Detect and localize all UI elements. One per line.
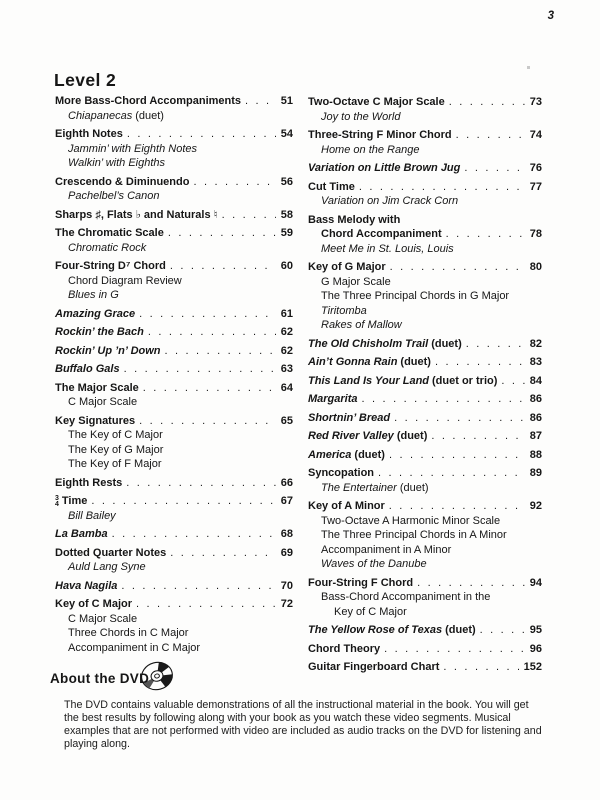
- toc-entry: [55, 208, 293, 223]
- dot-leader: [466, 337, 525, 352]
- toc-sub-text: Bill Bailey: [68, 509, 116, 522]
- toc-sub-item: [308, 481, 542, 496]
- toc-entry-page: 92: [529, 500, 542, 512]
- toc-entry-page: 58: [280, 208, 293, 221]
- dot-leader: [384, 642, 525, 657]
- toc-entry: [55, 307, 293, 322]
- toc-entry-page: 152: [523, 661, 542, 673]
- toc-entry-title: The Old Chisholm Trail: [308, 337, 429, 350]
- dot-leader: [394, 411, 525, 426]
- toc-sub-text: Bass-Chord Accompaniment in the: [321, 591, 491, 603]
- toc-entry-suffix: (duet or trio): [432, 374, 498, 387]
- toc-entry-row: [55, 226, 293, 241]
- toc-entry-title: Dotted Quarter Notes: [55, 546, 167, 559]
- toc-entry-row: [55, 579, 293, 594]
- toc-entry: [308, 128, 542, 157]
- dot-leader: [193, 175, 275, 190]
- toc-entry-row: [308, 466, 542, 481]
- toc-entry-title: Key of G Major: [308, 261, 386, 273]
- toc-sub-item: [55, 156, 293, 171]
- toc-entry-row: [308, 95, 542, 110]
- toc-entry-row: [308, 429, 542, 444]
- toc-entry-title: La Bamba: [55, 528, 108, 540]
- toc-sub-item: [55, 509, 293, 524]
- toc-sub-text: Two-Octave A Harmonic Minor Scale: [321, 514, 501, 527]
- toc-entry: [308, 499, 542, 572]
- toc-entry-page: 96: [529, 642, 542, 655]
- dot-leader: [431, 429, 524, 444]
- toc-entry-title: America: [308, 448, 352, 461]
- toc-sub-text: Auld Lang Syne: [68, 561, 146, 573]
- toc-entry-title: Red River Valley: [308, 430, 394, 442]
- toc-entry-row: [55, 381, 293, 396]
- toc-sub-item: [55, 641, 293, 656]
- toc-sub-text: C Major Scale: [68, 396, 138, 408]
- toc-entry-page: 73: [529, 96, 542, 108]
- dot-leader: [143, 381, 276, 396]
- dot-leader: [390, 260, 525, 275]
- toc-entry-suffix: (duet): [431, 337, 462, 350]
- dot-leader: [148, 325, 276, 340]
- toc-sub-item: [308, 110, 542, 125]
- toc-entry: [55, 579, 293, 594]
- toc-entry: [55, 175, 293, 204]
- toc-entry-row: [308, 227, 542, 242]
- toc-entry-title: The Yellow Rose of Texas: [308, 624, 443, 636]
- dot-leader: [91, 494, 275, 509]
- toc-entry-page: 61: [280, 307, 293, 320]
- toc-entry: [55, 476, 293, 491]
- toc-entry-row: [308, 161, 542, 176]
- toc-entry-title: Chord Accompaniment: [321, 228, 442, 240]
- toc-entry-row: [308, 260, 542, 275]
- toc-sub-text: Rakes of Mallow: [321, 319, 402, 331]
- toc-sub-text: Chromatic Rock: [68, 241, 147, 254]
- toc-entry-row: [308, 180, 542, 195]
- toc-entry-title: Two-Octave C Major Scale: [308, 96, 445, 108]
- toc-entry-row: [55, 362, 293, 377]
- toc-sub-item: [55, 612, 293, 627]
- toc-entry-row: [55, 175, 293, 190]
- toc-sub-text: Meet Me in St. Louis, Louis: [321, 242, 454, 255]
- toc-entry-title: Rockin’ the Bach: [55, 326, 144, 338]
- toc-sub-text: Tiritomba: [321, 304, 367, 317]
- toc-sub-text: Jammin’ with Eighth Notes: [68, 142, 197, 155]
- toc-entry-row: [308, 374, 542, 389]
- toc-entry-row: [55, 307, 293, 322]
- toc-sub-item: [308, 143, 542, 158]
- toc-entry-title: Bass Melody with: [308, 213, 401, 226]
- toc-entry-page: 68: [280, 528, 293, 540]
- toc-sub-text: Accompaniment in C Major: [68, 641, 201, 654]
- toc-sub-item: [55, 428, 293, 443]
- toc-entry-page: 65: [280, 414, 293, 427]
- toc-sub-text: The Entertainer: [321, 481, 397, 494]
- toc-entry-page: 62: [280, 326, 293, 338]
- dot-leader: [170, 546, 276, 561]
- toc-entry-row: [55, 344, 293, 359]
- toc-entry-page: 66: [280, 476, 293, 489]
- toc-sub-item: [308, 557, 542, 572]
- toc-entry-page: 60: [280, 260, 293, 272]
- toc-sub-item: [308, 318, 542, 333]
- toc-entry-suffix: (duet): [445, 624, 476, 636]
- toc-entry-page: 86: [529, 393, 542, 405]
- toc-entry-title: Margarita: [308, 393, 358, 405]
- toc-entry-row: [308, 337, 542, 352]
- toc-sub-item: [55, 457, 293, 472]
- dot-leader: [456, 128, 525, 143]
- toc-sub-item: [308, 514, 542, 529]
- toc-entry: [55, 381, 293, 410]
- dot-leader: [222, 208, 276, 223]
- toc-entry-row: [55, 494, 293, 509]
- toc-entry-page: 67: [280, 495, 293, 507]
- toc-entry: [55, 344, 293, 359]
- toc-sub-text: Chord Diagram Review: [68, 274, 182, 287]
- dot-leader: [136, 597, 276, 612]
- toc-sub-text: The Key of F Major: [68, 458, 162, 470]
- toc-entry-title: Ain’t Gonna Rain: [308, 356, 398, 368]
- page-number: 3: [547, 10, 554, 22]
- toc-sub-item: [308, 242, 542, 257]
- toc-sub-text: The Three Principal Chords in G Major: [321, 290, 510, 302]
- toc-entry-page: 88: [529, 448, 542, 461]
- toc-entry-row: [308, 499, 542, 514]
- dot-leader: [168, 226, 276, 241]
- toc-sub-text: Three Chords in C Major: [68, 627, 189, 639]
- dot-leader: [126, 476, 276, 491]
- dot-leader: [389, 448, 525, 463]
- dot-leader: [389, 499, 525, 514]
- dot-leader: [480, 623, 525, 638]
- toc-entry: [55, 94, 293, 123]
- dot-leader: [446, 227, 525, 242]
- toc-entry-title: Time: [61, 495, 88, 507]
- toc-entry: [308, 260, 542, 333]
- toc-entry-title: Chord Theory: [308, 642, 381, 655]
- toc-entry-title: Key of A Minor: [308, 500, 385, 512]
- toc-entry-page: 82: [529, 337, 542, 350]
- toc-entry: [308, 660, 542, 675]
- toc-entry-row: [308, 411, 542, 426]
- toc-sub-text: Pachelbel’s Canon: [68, 190, 160, 202]
- toc-entry-page: 89: [529, 467, 542, 479]
- toc-entry-row: [308, 576, 542, 591]
- toc-entry-title: The Chromatic Scale: [55, 227, 164, 239]
- toc-entry: [308, 429, 542, 444]
- toc-entry: [55, 127, 293, 171]
- toc-sub-item: [55, 443, 293, 458]
- toc-entry-title: More Bass-Chord Accompaniments: [55, 95, 242, 107]
- toc-entry-page: 87: [529, 430, 542, 442]
- toc-entry: [308, 337, 542, 352]
- toc-entry-page: 64: [280, 381, 293, 394]
- toc-entry: [55, 414, 293, 472]
- toc-entry-page: 78: [529, 228, 542, 240]
- toc-entry-row: [55, 208, 293, 223]
- toc-sub-text: Accompaniment in A Minor: [321, 543, 452, 556]
- toc-sub-text: The Three Principal Chords in A Minor: [321, 529, 507, 541]
- toc-entry-page: 77: [529, 180, 542, 193]
- toc-sub-text: Waves of the Danube: [321, 558, 427, 570]
- toc-entry-title: Crescendo & Diminuendo: [55, 175, 190, 188]
- dot-leader: [139, 307, 276, 322]
- toc-entry-row: [308, 448, 542, 463]
- toc-entry-title: Cut Time: [308, 180, 355, 193]
- toc-entry-title: Syncopation: [308, 467, 375, 479]
- dot-leader: [362, 392, 525, 407]
- toc-sub-suffix: (duet): [135, 109, 164, 122]
- toc-sub-text: Blues in G: [68, 289, 119, 301]
- toc-entry-row: [55, 127, 293, 142]
- toc-entry-title: Three-String F Minor Chord: [308, 129, 452, 141]
- toc-entry-title: Variation on Little Brown Jug: [308, 162, 461, 174]
- toc-entry-row: [308, 355, 542, 370]
- toc-entry-title: Shortnin’ Bread: [308, 411, 391, 424]
- toc-entry: [55, 527, 293, 542]
- toc-entry-title: This Land Is Your Land: [308, 374, 430, 387]
- toc-sub-item: [308, 275, 542, 290]
- toc-entry: [308, 355, 542, 370]
- toc-entry-row: [55, 259, 293, 274]
- toc-entry-row: [308, 128, 542, 143]
- toc-sub-text: C Major Scale: [68, 612, 138, 625]
- toc-entry: [308, 392, 542, 407]
- toc-entry: [308, 576, 542, 620]
- toc-entry-page: 62: [280, 344, 293, 357]
- dot-leader: [124, 362, 276, 377]
- toc-entry: [308, 180, 542, 209]
- toc-entry-title: Eighth Rests: [55, 476, 123, 489]
- toc-entry-suffix: (duet): [354, 448, 385, 461]
- toc-sub-item: [55, 626, 293, 641]
- toc-entry: [55, 546, 293, 575]
- toc-entry-page: 74: [529, 129, 542, 141]
- toc-entry-row: [55, 476, 293, 491]
- toc-sub-item: [308, 528, 542, 543]
- toc-entry: [55, 259, 293, 303]
- toc-entry-suffix: (duet): [396, 430, 428, 442]
- toc-sub-text: The Key of G Major: [68, 443, 164, 456]
- toc-entry: [308, 623, 542, 638]
- dot-leader: [449, 95, 525, 110]
- toc-entry-page: 63: [280, 363, 293, 375]
- toc-sub-item: [308, 605, 542, 620]
- toc-entry-row: [55, 597, 293, 612]
- dot-leader: [501, 374, 524, 389]
- toc-sub-text: Key of C Major: [334, 605, 407, 618]
- toc-sub-item: [55, 274, 293, 289]
- about-dvd-heading: About the DVD: [50, 671, 150, 686]
- section-title: Level 2: [54, 70, 117, 90]
- toc-entry-page: 83: [529, 356, 542, 368]
- dot-leader: [464, 161, 524, 176]
- toc-entry-page: 95: [529, 624, 542, 636]
- toc-entry: [308, 448, 542, 463]
- toc-entry-page: 54: [280, 128, 293, 140]
- dot-leader: [127, 127, 276, 142]
- toc-entry-row: [308, 642, 542, 657]
- toc-sub-item: [55, 395, 293, 410]
- toc-entry-page: 56: [280, 175, 293, 188]
- dot-leader: [378, 466, 525, 481]
- toc-entry: [308, 213, 542, 257]
- toc-sub-item: [55, 241, 293, 256]
- toc-sub-item: [308, 194, 542, 209]
- toc-entry-title: Key of C Major: [55, 598, 133, 610]
- dot-leader: [443, 660, 518, 675]
- toc-entry: [308, 466, 542, 495]
- toc-sub-suffix: (duet): [399, 481, 429, 494]
- toc-entry: [308, 161, 542, 176]
- toc-sub-item: [55, 288, 293, 303]
- toc-entry-page: 70: [280, 579, 293, 592]
- toc-entry-page: 72: [280, 598, 293, 610]
- toc-sub-text: Joy to the World: [321, 110, 401, 123]
- toc-sub-item: [308, 289, 542, 304]
- toc-entry-page: 84: [529, 374, 542, 387]
- scan-artifact: [527, 66, 530, 69]
- toc-entry-page: 59: [280, 227, 293, 239]
- toc-entry-title: Buffalo Gals: [55, 363, 120, 375]
- toc-entry: [55, 597, 293, 655]
- toc-entry-title: Four-String D⁷ Chord: [55, 260, 166, 272]
- toc-entry-row: [55, 325, 293, 340]
- toc-entry: [55, 325, 293, 340]
- dot-leader: [165, 344, 276, 359]
- toc-entry-page: 80: [529, 261, 542, 273]
- toc-entry-title: Rockin’ Up ’n’ Down: [55, 344, 161, 357]
- toc-sub-text: G Major Scale: [321, 275, 391, 288]
- toc-entry: [55, 226, 293, 255]
- toc-sub-item: [55, 189, 293, 204]
- toc-sub-item: [55, 109, 293, 124]
- toc-entry-title: Hava Nagila: [55, 579, 118, 592]
- toc-entry-row: [55, 546, 293, 561]
- dot-leader: [112, 527, 276, 542]
- toc-entry-page: 76: [529, 162, 542, 174]
- toc-entry-page: 86: [529, 411, 542, 424]
- toc-entry-row: [55, 527, 293, 542]
- toc-sub-text: Walkin’ with Eighths: [68, 157, 166, 169]
- toc-sub-item: [55, 560, 293, 575]
- toc-sub-text: The Key of C Major: [68, 429, 163, 441]
- toc-sub-item: [308, 304, 542, 319]
- toc-entry-row: [308, 660, 542, 675]
- dot-leader: [435, 355, 525, 370]
- toc-entry-title: Amazing Grace: [55, 307, 136, 320]
- dot-leader: [417, 576, 525, 591]
- toc-entry-title: The Major Scale: [55, 381, 139, 394]
- dot-leader: [139, 414, 276, 429]
- toc-entry-title: Sharps ♯, Flats ♭ and Naturals ♮: [55, 208, 218, 221]
- toc-entry-title: Key Signatures: [55, 414, 136, 427]
- toc-entry: [308, 95, 542, 124]
- toc-entry-page: 94: [529, 576, 542, 589]
- toc-column-right: [308, 95, 542, 675]
- toc-sub-text: Home on the Range: [321, 143, 420, 156]
- toc-entry-row: [55, 414, 293, 429]
- dot-leader: [245, 94, 276, 109]
- toc-entry-title: Guitar Fingerboard Chart: [308, 661, 440, 673]
- about-dvd-text: The DVD contains valuable demonstrations of all the instructional material in the book. You will get the best results by following along with your book as you watch these video segments. Musical examples that are not performed with video are included as audio tracks on the DVD for listening and playing along.: [64, 699, 542, 751]
- toc-sub-item: [55, 142, 293, 157]
- toc-column-left: [55, 94, 293, 655]
- toc-sub-text: Variation on Jim Crack Corn: [321, 195, 459, 207]
- toc-entry: [308, 642, 542, 657]
- dot-leader: [359, 180, 525, 195]
- dot-leader: [121, 579, 275, 594]
- dot-leader: [170, 259, 276, 274]
- toc-entry-suffix: (duet): [400, 356, 431, 368]
- time-signature-icon: 3 4: [55, 495, 59, 508]
- toc-entry-row: [308, 623, 542, 638]
- toc-entry-row: [55, 94, 293, 109]
- toc-entry: [308, 411, 542, 426]
- toc-entry: [55, 362, 293, 377]
- toc-entry: [55, 494, 293, 523]
- toc-sub-item: [308, 590, 542, 605]
- toc-entry-page: 51: [280, 95, 293, 107]
- toc-entry-row: [308, 392, 542, 407]
- toc-entry-title: Eighth Notes: [55, 128, 123, 140]
- toc-entry-row: [308, 213, 542, 228]
- toc-entry-page: 69: [280, 546, 293, 559]
- toc-entry-title: Four-String F Chord: [308, 576, 414, 589]
- toc-sub-text: Chiapanecas: [68, 109, 133, 122]
- toc-sub-item: [308, 543, 542, 558]
- toc-entry: [308, 374, 542, 389]
